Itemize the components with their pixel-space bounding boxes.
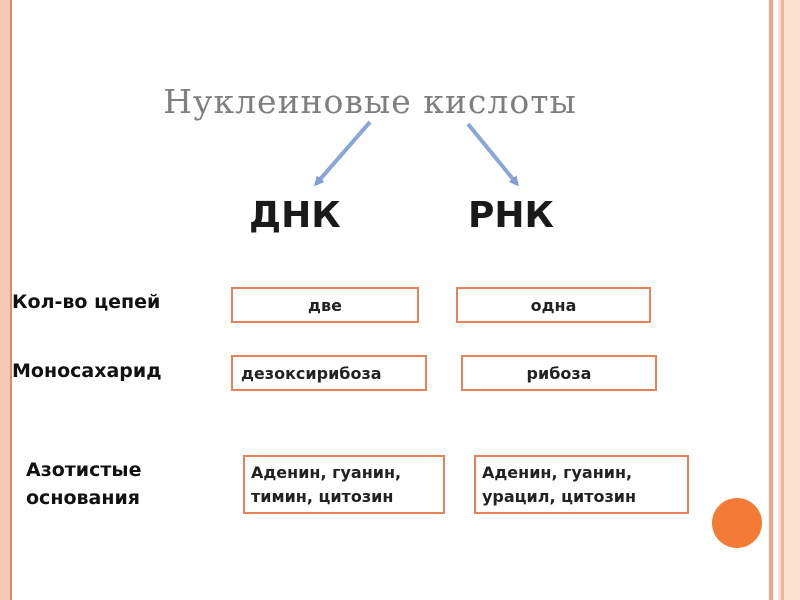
row-label-sugar: Моносахарид [12, 360, 162, 382]
arrow-to-dna [316, 122, 370, 184]
cell-dna-bases: Аденин, гуанин, тимин, цитозин [243, 455, 445, 514]
arrow-to-rna [468, 124, 517, 184]
cell-rna-sugar: рибоза [461, 355, 657, 391]
cell-rna-chains: одна [456, 287, 651, 323]
row-label-chains: Кол-во цепей [12, 291, 161, 313]
row-label-bases: Азотистые основания [26, 459, 142, 509]
cell-dna-sugar: дезоксирибоза [231, 355, 427, 391]
column-dna: ДНК [249, 195, 341, 236]
cell-dna-chains: две [231, 287, 419, 323]
slide-title: Нуклеиновые кислоты [163, 82, 577, 121]
column-rna: РНК [468, 195, 554, 236]
cell-rna-bases: Аденин, гуанин, урацил, цитозин [474, 455, 689, 514]
